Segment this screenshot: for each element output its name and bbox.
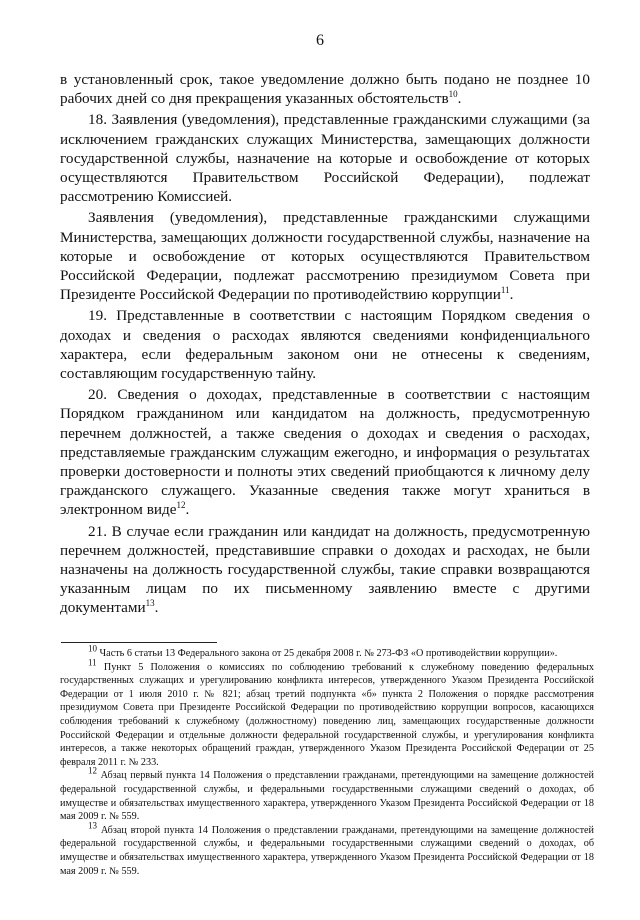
paragraph-text: Заявления (уведомления), представленные гражданскими служащими Министерства, замещающих должности государственной службы, назначение на которые и освобождение от которых осуществляются Правительством Российской Федерации, подлежат рассмотрению президиумом Совета при Президенте Российской Федерации по противодействию коррупции [60,209,590,304]
footnote-text: Абзац первый пункта 14 Положения о представлении гражданами, претендующими на замещение должностей федеральной государственной службы, и федеральными государственными служащими сведений о доходах, об имуществе и обязательствах имущественного характера, утвержденного Указом Президента Российской Федерации от 18 мая 2009 г. № 559. [60,770,595,823]
footnote-mark: 13 [88,820,97,831]
footnote-text: Абзац второй пункта 14 Положения о представлении гражданами, претендующими на замещение должностей федеральной государственной службы, и федеральными государственными служащими сведений о доходах, об имуществе и обязательствах имущественного характера, утвержденного Указом Президента Российской Федерации от 18 мая 2009 г. № 559. [60,824,594,877]
paragraph-21: 21. В случае если гражданин или кандидат на должность, предусмотренную перечнем должностей, представившие справки о доходах и расходах, не были назначены на должность государственной службы, такие справки возвращаются указанным лицам по их письменному заявлению вместе с другими документами$^{13}$. [60,522,590,617]
page-number: 6 [316,32,324,49]
paragraph-19 [60,306,590,383]
footnote-ref: 11 [500,285,510,296]
footnote-mark: 12 [88,765,97,776]
footnote-ref: 12 [176,500,186,511]
footnote-ref: 10 [448,89,458,100]
footnote-11 [60,657,594,770]
footnote-ref: 13 [145,598,155,609]
paragraph-20: 20. Сведения о доходах, представленные в соответствии с настоящим Порядком гражданином или кандидатом на должность, предусмотренную перечнем должностей, а также сведения о доходах и сведения о расходах, представляемые гражданским служащим ежегодно, и информация о результатах проверки достоверности и полноты этих сведений приобщаются к личному делу гражданского служащего. Указанные сведения также могут храниться в электронном виде$^{12}$. [60,386,590,519]
footnote-13 [60,820,594,878]
paragraph-18 [60,110,590,206]
footnotes [60,643,595,878]
footnote-separator [61,642,217,643]
paragraph-text: в установленный срок, такое уведомление должно быть подано не позднее 10 рабочих дней со дня прекращения указанных обстоятельств [60,71,590,108]
paragraph-continuation: в установленный срок, такое уведомление должно быть подано не позднее 10 рабочих дней со дня прекращения указанных обстоятельств$^{10}$. [60,71,590,108]
paragraph-text: 21. В случае если гражданин или кандидат на должность, предусмотренную перечнем должностей, представившие справки о доходах и расходах, не были назначены на должность государственной службы, такие справки возвращаются указанным лицам по их письменному заявлению вместе с другими документами [60,522,590,617]
footnote-10 [60,643,594,661]
footnote-mark: 11 [88,657,97,668]
footnote-mark: 10 [88,643,97,654]
footnote-12 [60,765,595,823]
footnote-text: Пункт 5 Положения о комиссиях по соблюдению требований к служебному поведению федеральных государственных служащих и урегулированию конфликта интересов, утвержденного Указом Президента Российской Федерации от 1 июля 2010 г. № 821; абзац третий подпункта «б» пункта 2 Положения о порядке рассмотрения президиумом Совета при Президенте Российской Федерации по противодействию коррупции вопросов, касающихся соблюдения требований к служебному (должностному) поведению лиц, замещающих государственные должности Российской Федерации и отдельные должности федеральной государственной службы, и урегулирования конфликта интересов, а также некоторых обращений граждан, утвержденного Указом Президента Российской Федерации от 25 февраля 2011 г. № 233. [60,661,594,768]
footnote-text: Часть 6 статьи 13 Федерального закона от 25 декабря 2008 г. № 273-ФЗ «О противодействии коррупции». [99,648,558,659]
paragraph-text: 20. Сведения о доходах, представленные в соответствии с настоящим Порядком гражданином или кандидатом на должность, предусмотренную перечнем должностей, а также сведения о доходах и сведения о расходах, представляемые гражданским служащим ежегодно, и информация о результатах проверки достоверности и полноты этих сведений приобщаются к личному делу гражданского служащего. Указанные сведения также могут храниться в электронном виде [60,386,590,519]
paragraph-18-second: Заявления (уведомления), представленные гражданскими служащими Министерства, замещающих должности государственной службы, назначение на которые и освобождение от которых осуществляются Правительством Российской Федерации, подлежат рассмотрению президиумом Совета при Президенте Российской Федерации по противодействию коррупции$^{11}$. [60,209,590,304]
paragraph-text: 18. Заявления (уведомления), представленные гражданскими служащими (за исключением гражданских служащих Министерства, замещающих должности государственной службы, назначение на которые и освобождение от которых осуществляются Правительством Российской Федерации), подлежат рассмотрению Комиссией. [60,111,590,206]
paragraph-text: 19. Представленные в соответствии с настоящим Порядком сведения о доходах и сведения о расходах являются сведениями конфиденциального характера, если федеральным законом они не отнесены к сведениям, составляющим государственную тайну. [60,307,590,383]
body-text [60,70,590,618]
